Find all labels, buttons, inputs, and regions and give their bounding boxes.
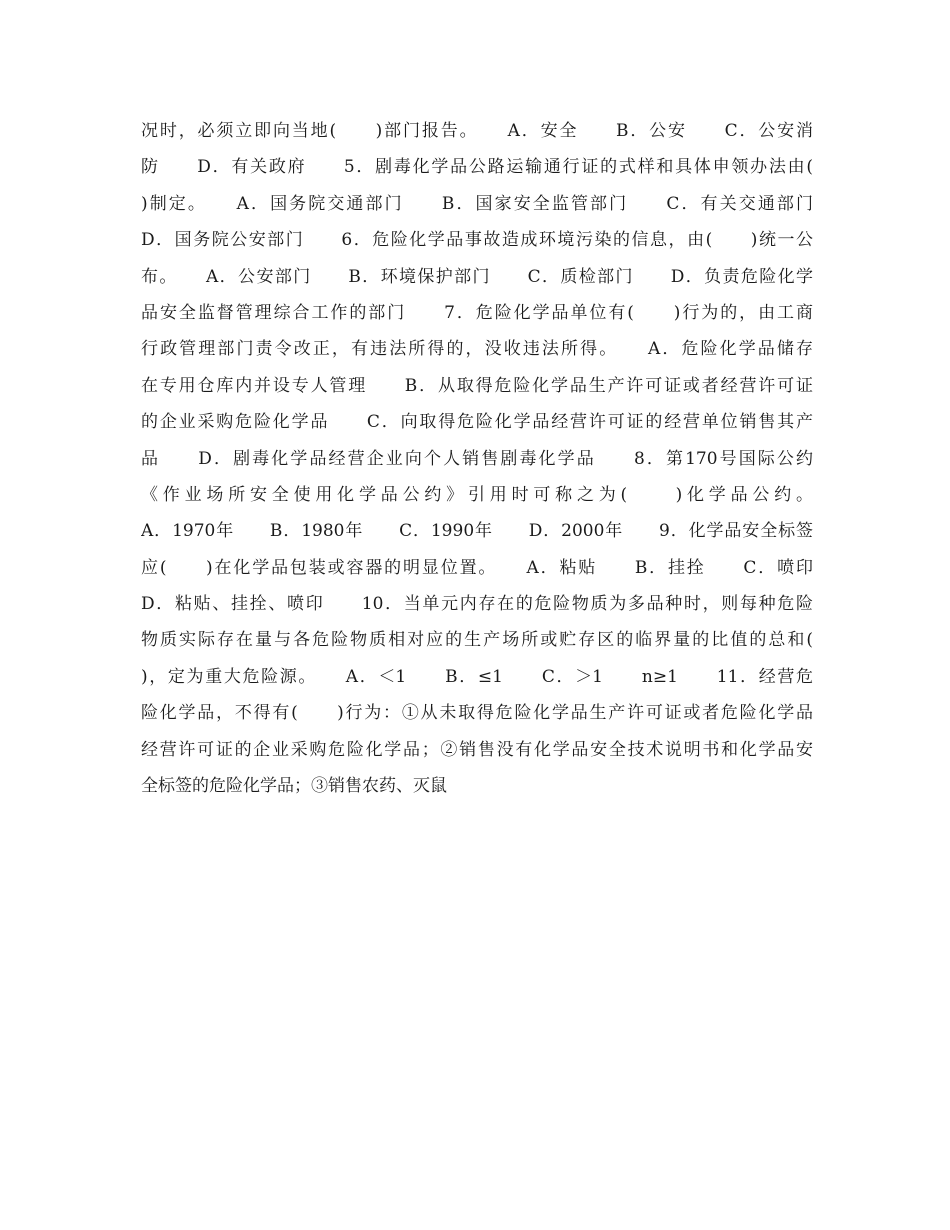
text-line: D．国务院公安部门 6．危险化学品事故造成环境污染的信息，由( )统一公 <box>141 230 813 251</box>
text-line: 品 D．剧毒化学品经营企业向个人销售剧毒化学品 8．第170号国际公约 <box>141 448 813 469</box>
text-line: 物质实际存在量与各危险物质相对应的生产场所或贮存区的临界量的比值的总和( <box>141 630 813 651</box>
text-line: )，定为重大危险源。 A．＜1 B．≤1 C．＞1 n≥1 11．经营危 <box>141 666 813 687</box>
text-line: 经营许可证的企业采购危险化学品；②销售没有化学品安全技术说明书和化学品安 <box>141 739 813 760</box>
text-line: )制定。 A．国务院交通部门 B．国家安全监管部门 C．有关交通部门 <box>141 193 813 214</box>
text-line: 在专用仓库内并设专人管理 B．从取得危险化学品生产许可证或者经营许可证 <box>141 375 813 396</box>
text-line: 品安全监督管理综合工作的部门 7．危险化学品单位有( )行为的，由工商 <box>141 302 813 323</box>
text-line: D．粘贴、挂拴、喷印 10．当单元内存在的危险物质为多品种时，则每种危险 <box>141 594 813 615</box>
text-line: 布。 A．公安部门 B．环境保护部门 C．质检部门 D．负责危险化学 <box>141 266 813 287</box>
text-line: A．1970年 B．1980年 C．1990年 D．2000年 9．化学品安全标签 <box>141 521 813 542</box>
text-line: 《作业场所安全使用化学品公约》引用时可称之为( )化学品公约。 <box>141 484 813 505</box>
text-line: 防 D．有关政府 5．剧毒化学品公路运输通行证的式样和具体申领办法由( <box>141 157 813 178</box>
question-text-block <box>141 113 813 804</box>
text-line: 应( )在化学品包装或容器的明显位置。 A．粘贴 B．挂拴 C．喷印 <box>141 557 813 578</box>
text-line: 况时，必须立即向当地( )部门报告。 A．安全 B．公安 C．公安消 <box>141 121 813 141</box>
text-line: 行政管理部门责令改正，有违法所得的，没收违法所得。 A．危险化学品储存 <box>141 339 813 360</box>
text-line: 险化学品，不得有( )行为：①从未取得危险化学品生产许可证或者危险化学品 <box>141 703 813 724</box>
text-line: 全标签的危险化学品；③销售农药、灭鼠 <box>141 776 447 797</box>
text-line: 的企业采购危险化学品 C．向取得危险化学品经营许可证的经营单位销售其产 <box>141 412 813 433</box>
